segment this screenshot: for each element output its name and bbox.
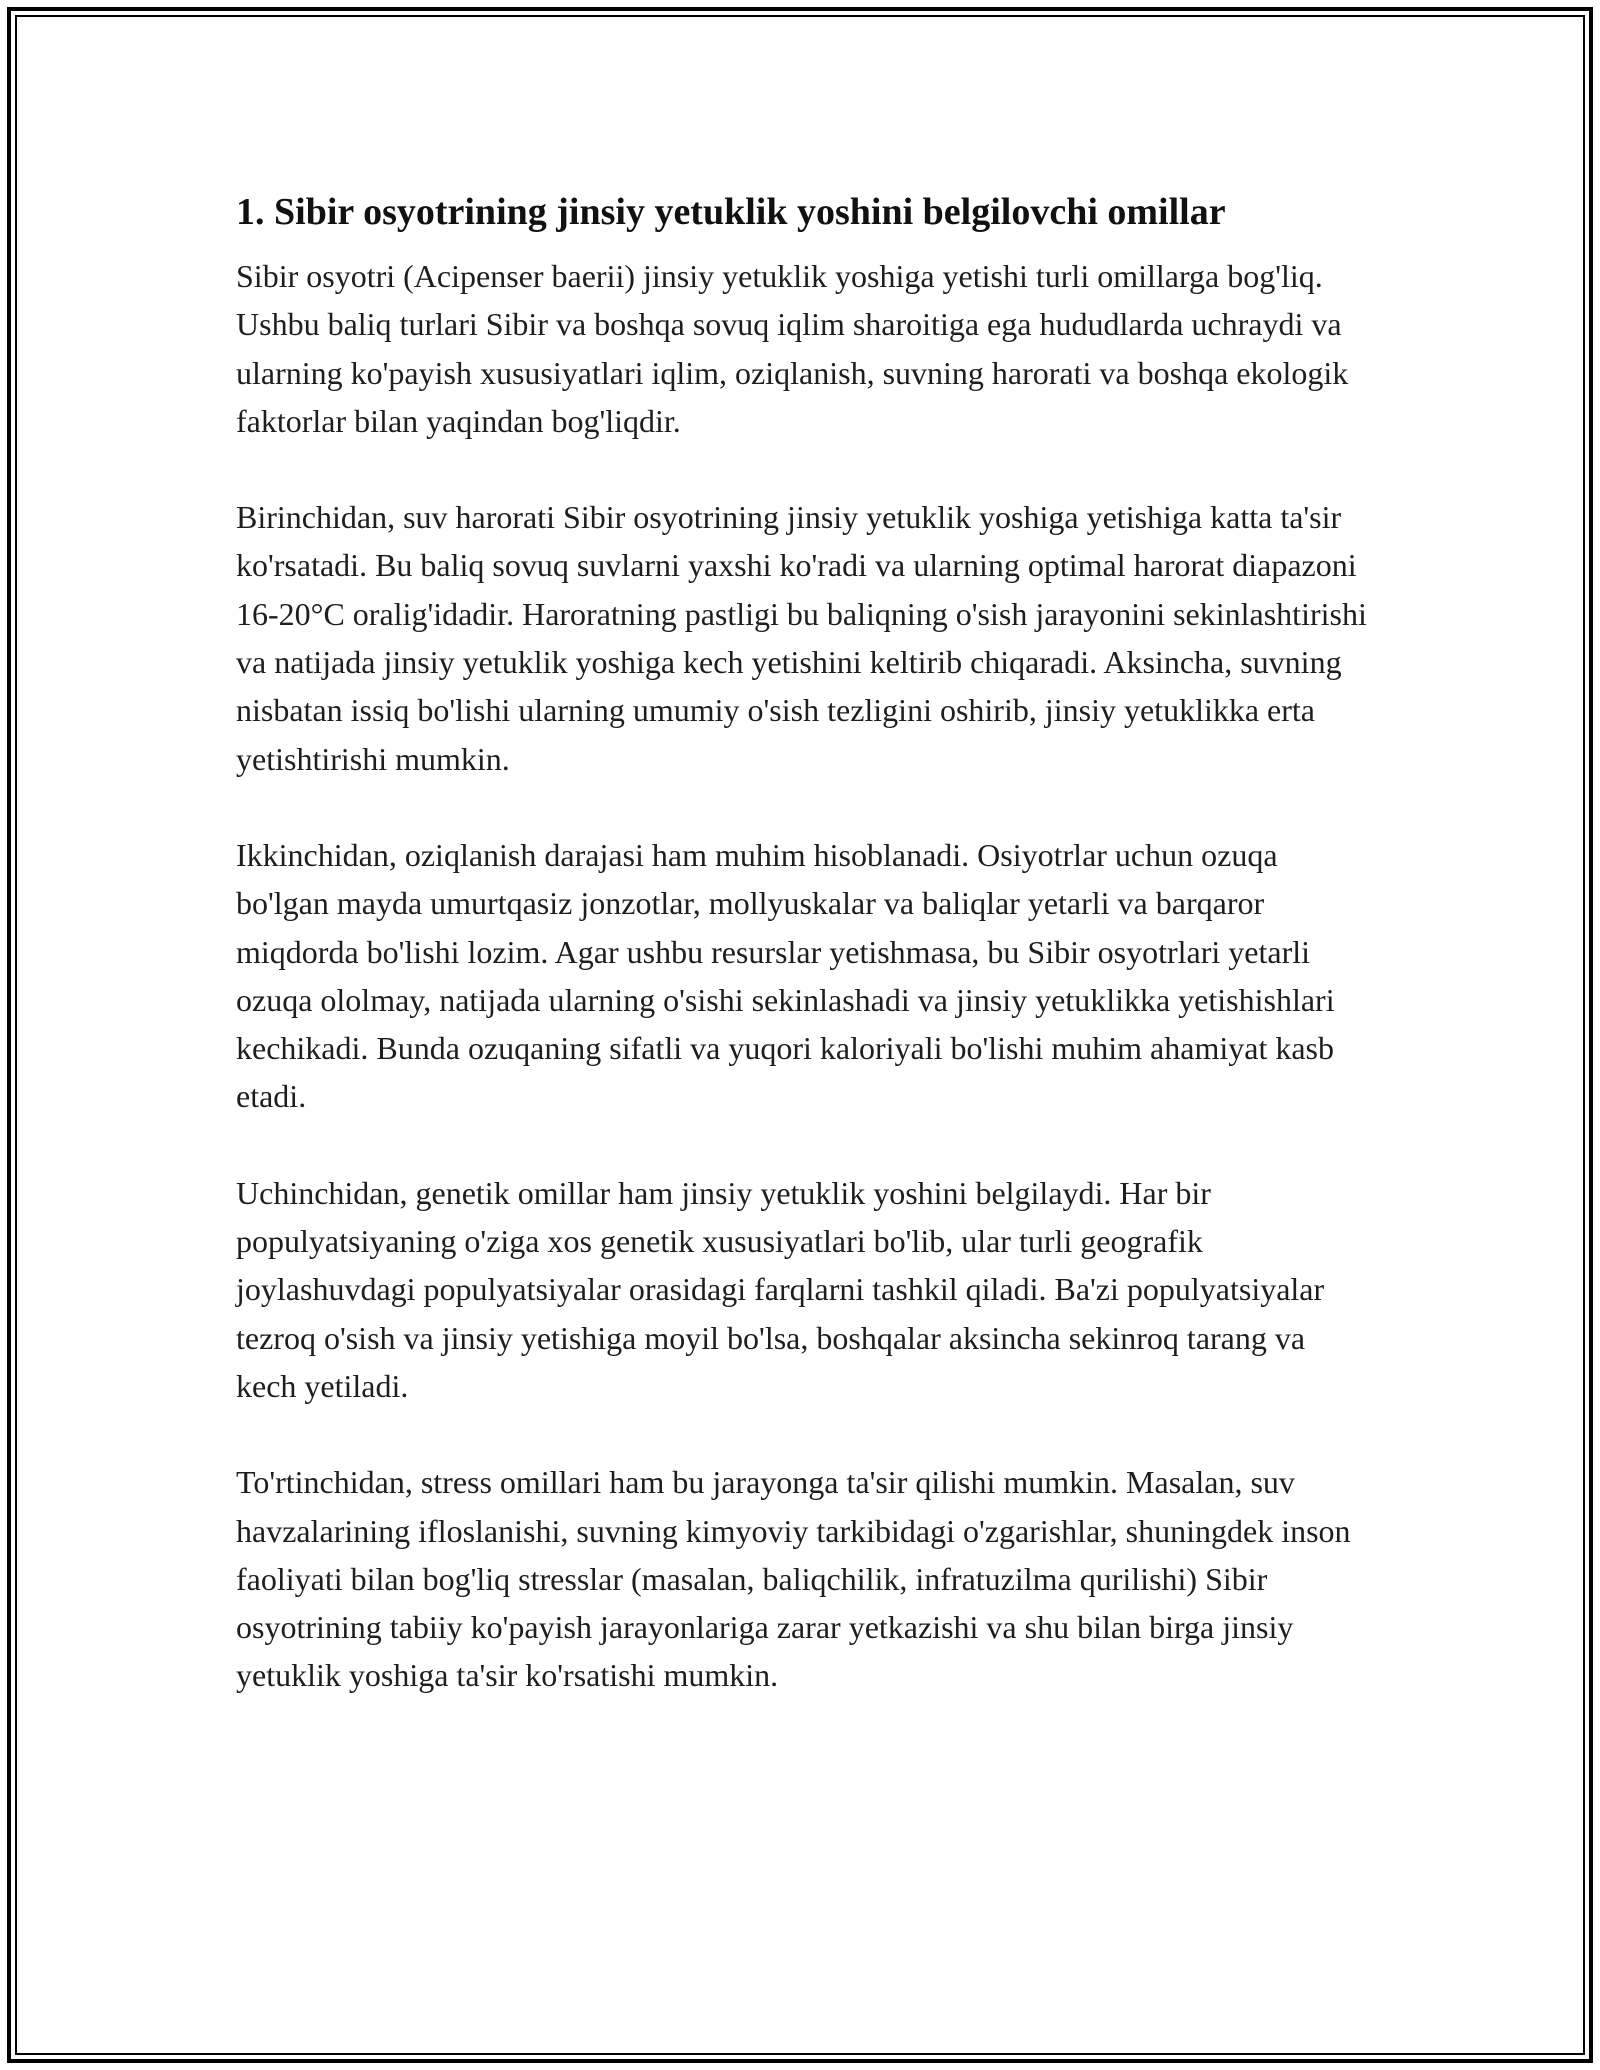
paragraph-water-temperature: Birinchidan, suv harorati Sibir osyotrining jinsiy yetuklik yoshiga yetishiga katta ta'sir ko'rsatadi. Bu baliq sovuq suvlarni yaxshi ko'radi va ularning optimal harorat diapazoni 16-20°C oralig'idadir. Haroratning pastligi bu baliqning o'sish jarayonini sekinlashtirishi va natijada jinsiy yetuklik yoshiga kech yetishini keltirib chiqaradi. Aksincha, suvning nisbatan issiq bo'lishi ularning umumiy o'sish tezligini oshirib, jinsiy yetuklikka erta yetishtirishi mumkin. [236,499,1367,777]
paragraph-stress: To'rtinchidan, stress omillari ham bu jarayonga ta'sir qilishi mumkin. Masalan, suv havzalarining ifloslanishi, suvning kimyoviy tarkibidagi o'zgarishlar, shuningdek inson faoliyati bilan bog'liq stresslar (masalan, baliqchilik, infratuzilma qurilishi) Sibir osyotrining tabiiy ko'payish jarayonlariga zarar yetkazishi va shu bilan birga jinsiy yetuklik yoshiga ta'sir ko'rsatishi mumkin. [236,1464,1351,1694]
paragraph-nutrition: Ikkinchidan, oziqlanish darajasi ham muhim hisoblanadi. Osiyotrlar uchun ozuqa bo'lgan mayda umurtqasiz jonzotlar, mollyuskalar va baliqlar yetarli va barqaror miqdorda bo'lishi lozim. Agar ushbu resurslar yetishmasa, bu Sibir osyotrlari yetarli ozuqa ololmay, natijada ularning o'sishi sekinlashadi va jinsiy yetuklikka yetishishlari kechikadi. Bunda ozuqaning sifatli va yuqori kaloriyali bo'lishi muhim ahamiyat kasb etadi. [236,836,1335,1115]
paragraph-genetics: Uchinchidan, genetik omillar ham jinsiy yetuklik yoshini belgilaydi. Har bir populyatsiyaning o'ziga xos genetik xususiyatlari bo'lib, ular turli geografik joylashuvdagi populyatsiyalar orasidagi farqlarni tashkil qiladi. Ba'zi populyatsiyalar tezroq o'sish va jinsiy yetishiga moyil bo'lsa, boshqalar aksincha sekinroq tarang va kech yetiladi. [236,1174,1325,1404]
document-body [236,184,1372,1700]
section-heading: 1. Sibir osyotrining jinsiy yetuklik yoshini belgilovchi omillar [236,191,1226,233]
paragraph-intro: Sibir osyotri (Acipenser baerii) jinsiy yetuklik yoshiga yetishi turli omillarga bog'liq. Ushbu baliq turlari Sibir va boshqa sovuq iqlim sharoitiga ega hududlarda uchraydi va ularning ko'payish xususiyatlari iqlim, oziqlanish, suvning harorati va boshqa ekologik faktorlar bilan yaqindan bog'liqdir. [236,258,1349,439]
